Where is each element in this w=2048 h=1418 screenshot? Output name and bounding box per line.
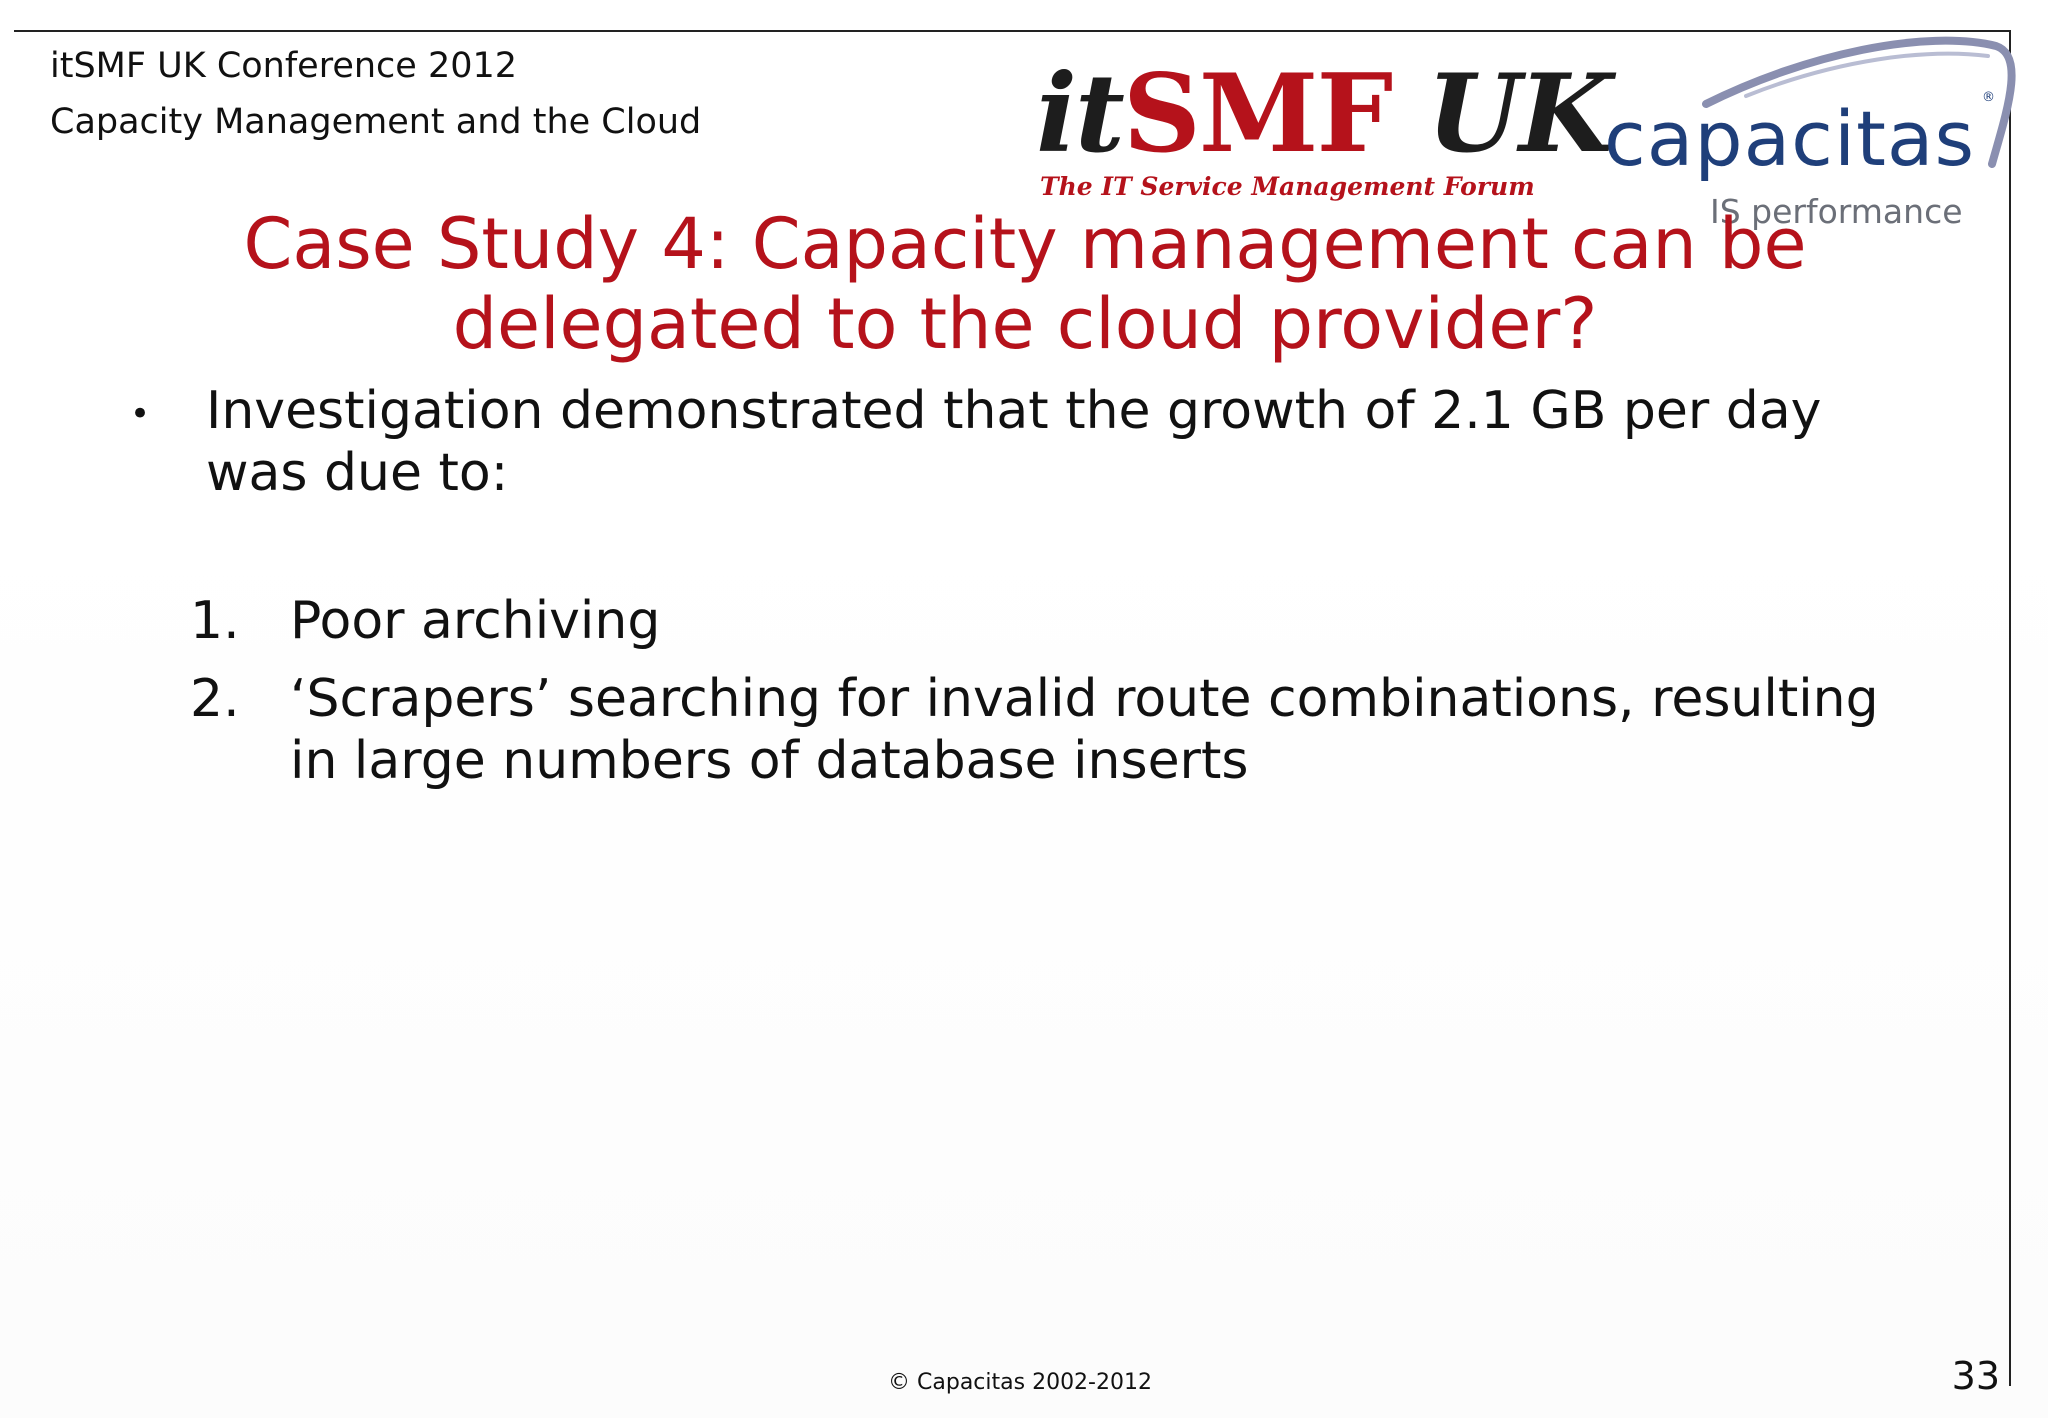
page-number: 33 <box>1951 1354 2000 1398</box>
itsmf-wordmark-smf: SMF <box>1122 51 1392 177</box>
capacitas-logo <box>1596 34 2016 231</box>
itsmf-wordmark-it: it <box>1036 51 1123 177</box>
copyright-notice: © Capacitas 2002-2012 <box>888 1370 1152 1395</box>
itsmf-uk-logo <box>1036 51 1611 210</box>
numbered-item-label: 1. <box>190 591 240 651</box>
numbered-item-text: Poor archiving <box>290 591 661 651</box>
capacitas-subline: IS performance <box>1710 192 1963 231</box>
presentation-subject: Capacity Management and the Cloud <box>50 102 702 142</box>
itsmf-tagline: The IT Service Management Forum <box>1040 172 1535 201</box>
capacitas-wordmark: capacitas <box>1604 94 1976 183</box>
conference-name: itSMF UK Conference 2012 <box>50 46 518 86</box>
numbered-item-text: ‘Scrapers’ searching for invalid route combinations, resulting in large numbers of database inserts <box>290 669 1879 791</box>
itsmf-wordmark-uk: UK <box>1426 51 1611 177</box>
numbered-item-label: 2. <box>190 669 240 729</box>
top-rule <box>14 30 2010 32</box>
registered-mark: ® <box>1982 90 1995 105</box>
bullet-text: Investigation demonstrated that the growth of 2.1 GB per day was due to: <box>206 381 1822 503</box>
itsmf-wordmark <box>1036 51 1611 177</box>
slide-title: Case Study 4: Capacity management can be delegated to the cloud provider? <box>243 203 1807 365</box>
bullet-marker: • <box>130 394 151 434</box>
right-rule <box>2009 30 2011 1386</box>
